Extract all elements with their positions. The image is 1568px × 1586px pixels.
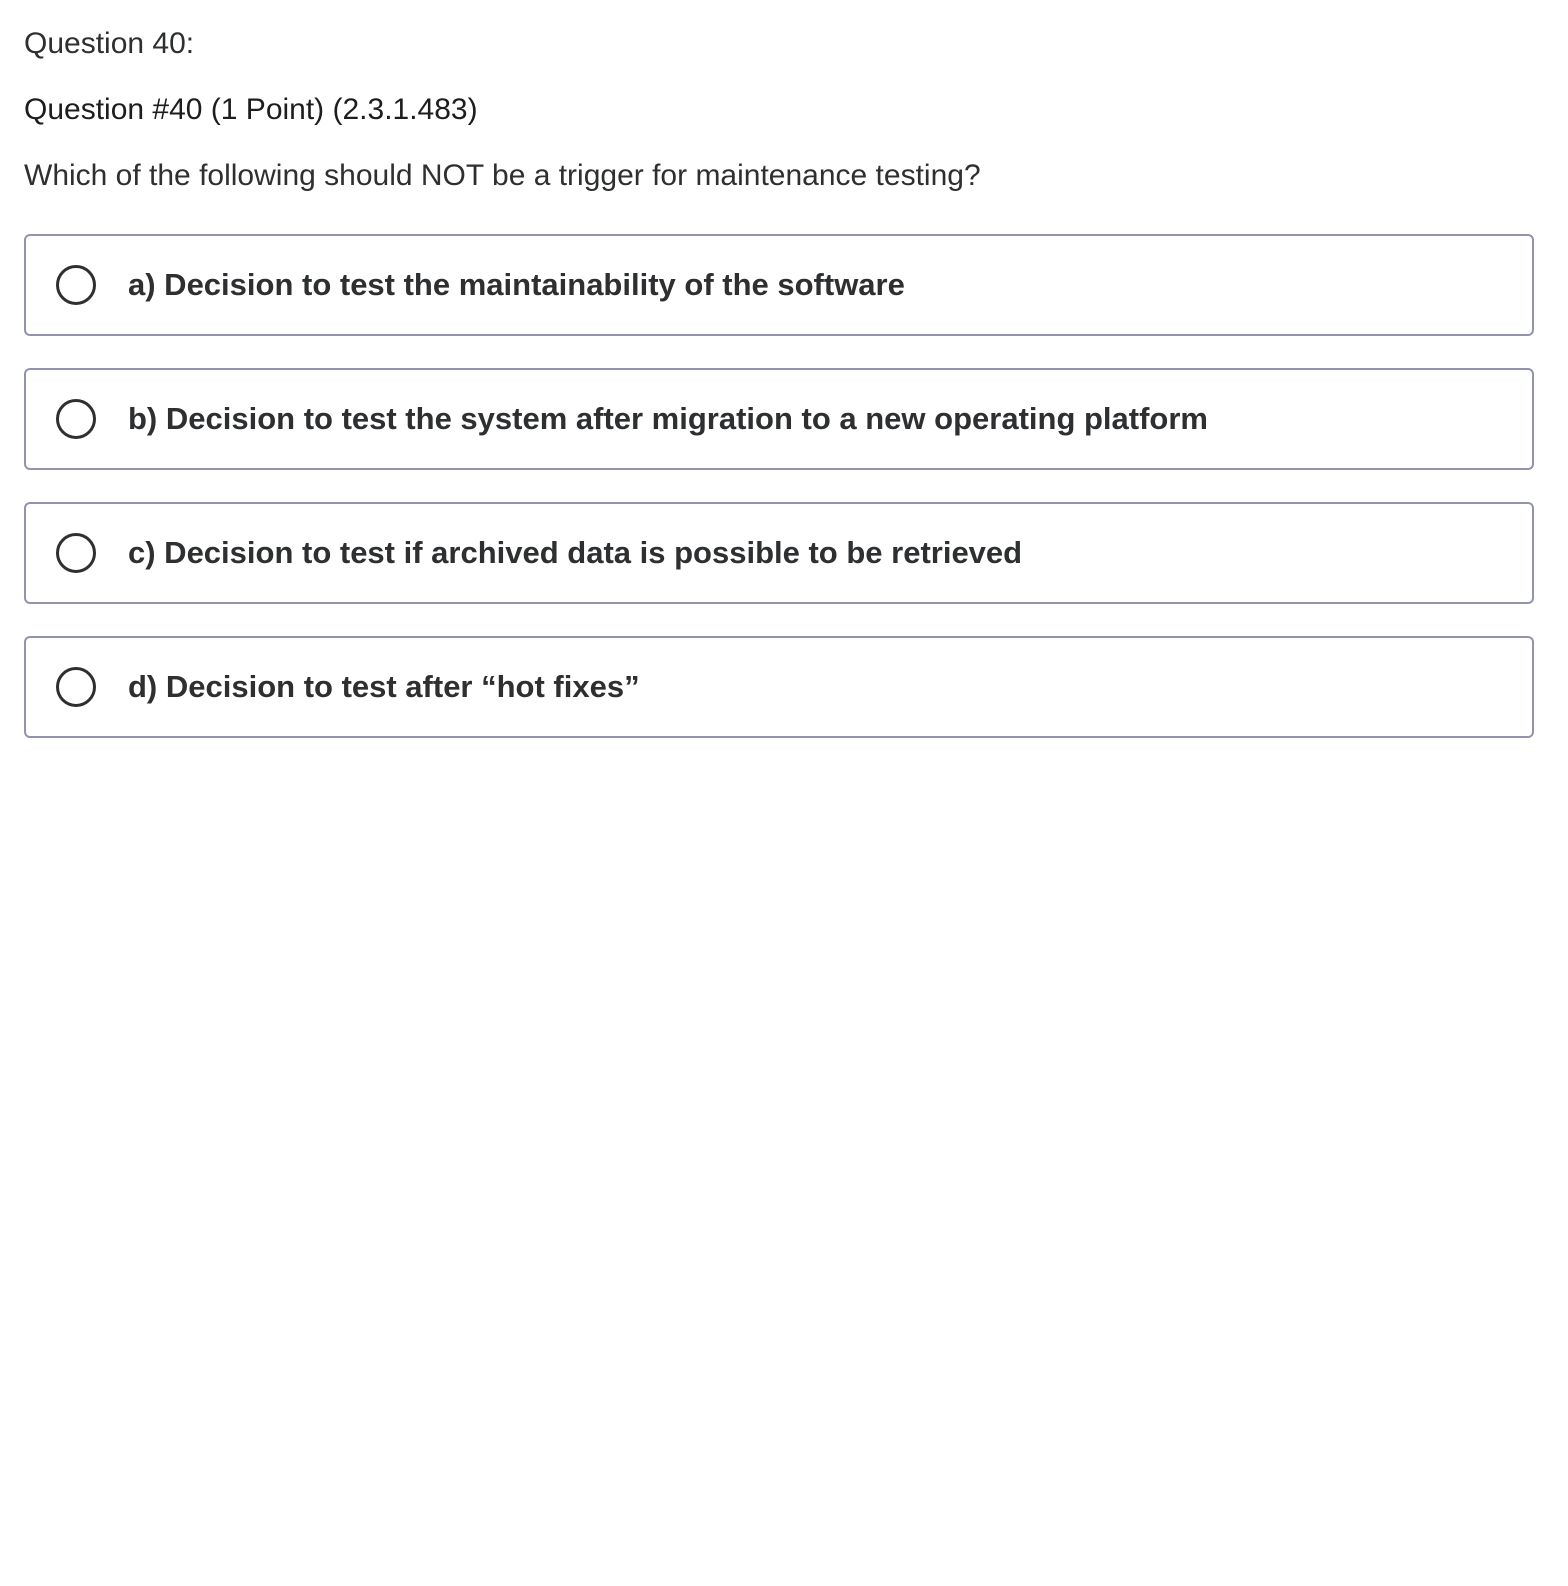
radio-button-icon[interactable]	[56, 533, 96, 573]
question-number-header: Question 40:	[24, 27, 195, 60]
answer-option-c[interactable]	[24, 502, 1534, 604]
answer-option-label: a) Decision to test the maintainability of the software	[128, 267, 905, 302]
answer-option-a[interactable]	[24, 234, 1534, 336]
answer-option-label: b) Decision to test the system after migration to a new operating platform	[128, 401, 1208, 436]
answer-option-label: c) Decision to test if archived data is possible to be retrieved	[128, 535, 1023, 570]
radio-button-icon[interactable]	[56, 399, 96, 439]
answer-option-d[interactable]	[24, 636, 1534, 738]
answer-option-b[interactable]	[24, 368, 1534, 470]
answer-option-label: d) Decision to test after “hot fixes”	[128, 669, 640, 704]
question-title: Question #40 (1 Point) (2.3.1.483)	[24, 93, 478, 126]
radio-button-icon[interactable]	[56, 667, 96, 707]
radio-button-icon[interactable]	[56, 265, 96, 305]
answer-options	[24, 234, 1534, 770]
question-prompt: Which of the following should NOT be a trigger for maintenance testing?	[24, 159, 981, 192]
